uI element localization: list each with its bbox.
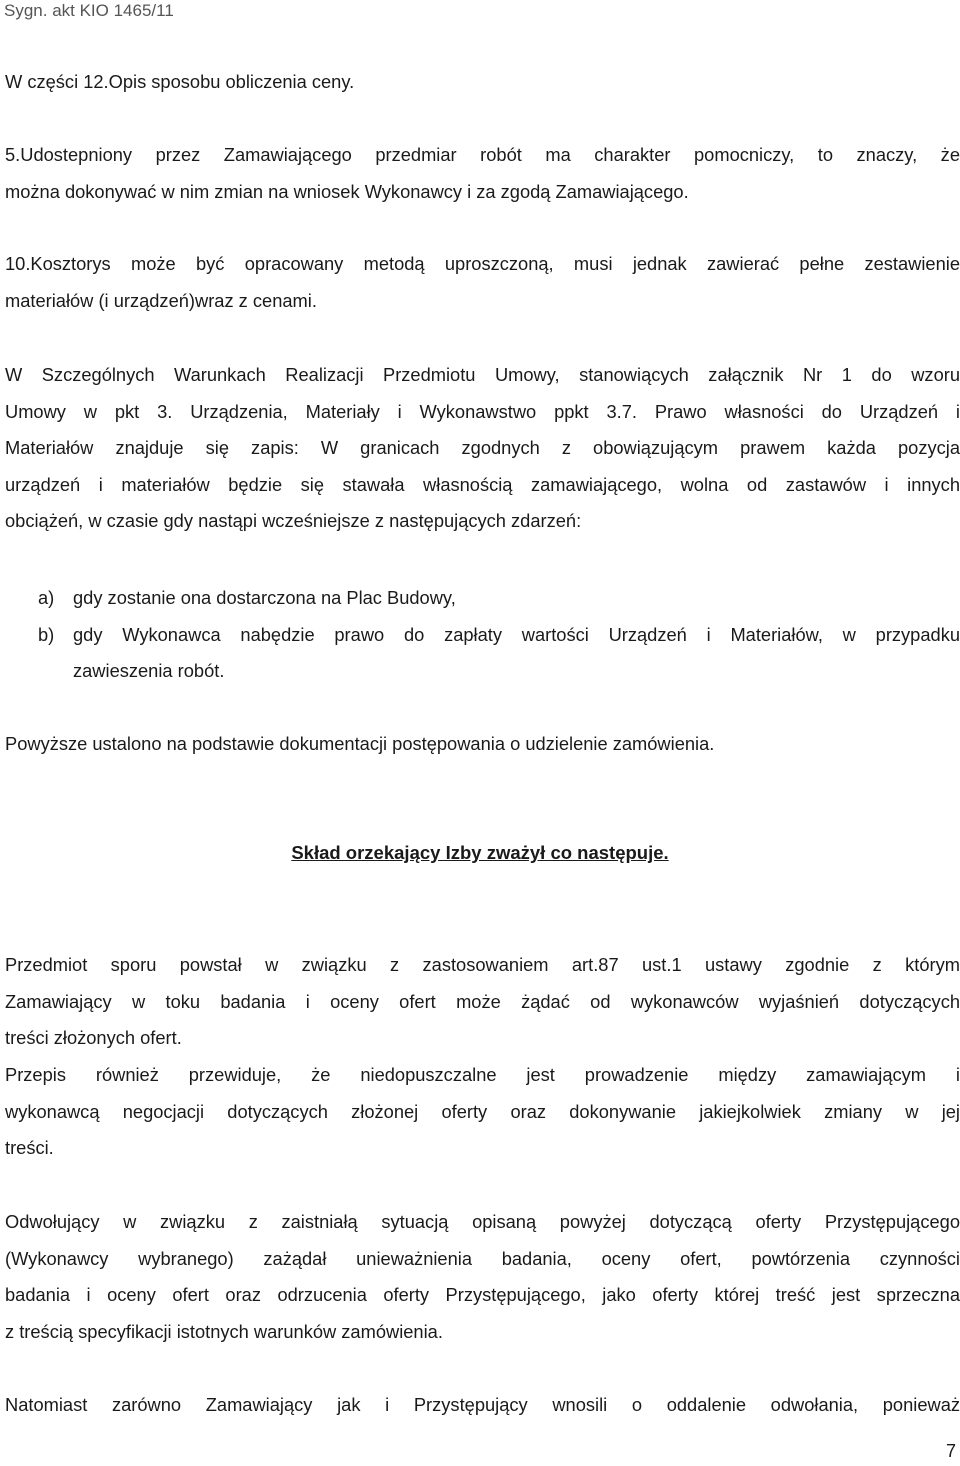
paragraph-subject-of-dispute	[5, 947, 960, 1057]
text-line: Przepis również przewiduje, że niedopuszczalne jest prowadzenie między zamawiającym i	[5, 1064, 960, 1085]
list-item	[38, 617, 960, 690]
paragraph-dismissal-request	[5, 1387, 960, 1424]
text-line: zawieszenia robót.	[73, 660, 225, 681]
text-line: można dokonywać w nim zmian na wniosek Wykonawcy i za zgodą Zamawiającego.	[5, 180, 689, 202]
paragraph-price-calculation	[5, 64, 960, 101]
text-line: badania i oceny ofert oraz odrzucenia oferty Przystępującego, jako oferty której treść jest sprzeczna	[5, 1284, 960, 1305]
section-heading: Skład orzekający Izby zważył co następuje.	[291, 842, 669, 863]
page-number: 7	[945, 1441, 956, 1461]
paragraph-bill-of-quantities	[5, 137, 960, 210]
paragraph-negotiation-prohibition	[5, 1057, 960, 1167]
text-line: 10.Kosztorys może być opracowany metodą uproszczoną, musi jednak zawierać pełne zestawienie	[5, 253, 960, 274]
text-line: wykonawcą negocjacji dotyczących złożonej oferty oraz dokonywanie jakiejkolwiek zmiany w jej	[5, 1100, 960, 1122]
text-line: Przedmiot sporu powstał w związku z zastosowaniem art.87 ust.1 ustawy zgodnie z którym	[5, 954, 960, 975]
text-line: gdy zostanie ona dostarczona na Plac Budowy,	[73, 587, 456, 608]
list-marker: b)	[38, 623, 55, 645]
list-item	[38, 580, 960, 617]
list-marker: a)	[38, 587, 55, 608]
text-line: Natomiast zarówno Zamawiający jak i Przystępujący wnosili o oddalenie odwołania, ponieważ	[5, 1394, 960, 1415]
text-line: 5.Udostepniony przez Zamawiającego przedmiar robót ma charakter pomocniczy, to znaczy, że	[5, 144, 960, 165]
text-line: treści.	[5, 1137, 54, 1158]
case-reference: Sygn. akt KIO 1465/11	[4, 1, 174, 20]
paragraph-special-conditions	[5, 357, 960, 540]
text-line: treści złożonych ofert.	[5, 1027, 182, 1048]
text-line: obciążeń, w czasie gdy nastąpi wcześniejsze z następujących zdarzeń:	[5, 510, 582, 531]
text-line: gdy Wykonawca nabędzie prawo do zapłaty wartości Urządzeń i Materiałów, w przypadku	[73, 623, 960, 645]
paragraph-appellant-demands	[5, 1204, 960, 1350]
text-line: Powyższe ustalono na podstawie dokumentacji postępowania o udzielenie zamówienia.	[5, 733, 715, 754]
text-line: Zamawiający w toku badania i oceny ofert może żądać od wykonawców wyjaśnień dotyczących	[5, 990, 960, 1012]
text-line: z treścią specyfikacji istotnych warunków zamówienia.	[5, 1320, 443, 1342]
text-line: Materiałów znajduje się zapis: W granicach zgodnych z obowiązującym prawem każda pozycja	[5, 437, 960, 458]
text-line: (Wykonawcy wybranego) zażądał unieważnienia badania, oceny ofert, powtórzenia czynności	[5, 1247, 960, 1269]
text-line: materiałów (i urządzeń)wraz z cenami.	[5, 289, 317, 311]
text-line: Odwołujący w związku z zaistniałą sytuacją opisaną powyżej dotyczącą oferty Przystępującego	[5, 1211, 960, 1232]
text-line: Umowy w pkt 3. Urządzenia, Materiały i Wykonawstwo ppkt 3.7. Prawo własności do Urządzeń i	[5, 400, 960, 422]
paragraph-cost-estimate	[5, 246, 960, 319]
events-list	[38, 580, 960, 690]
text-line: W Szczególnych Warunkach Realizacji Przedmiotu Umowy, stanowiących załącznik Nr 1 do wzoru	[5, 364, 960, 385]
text-line: W części 12.Opis sposobu obliczenia ceny.	[5, 71, 355, 92]
text-line: urządzeń i materiałów będzie się stawała własnością zamawiającego, wolna od zastawów i innych	[5, 473, 960, 495]
paragraph-established	[5, 726, 960, 763]
